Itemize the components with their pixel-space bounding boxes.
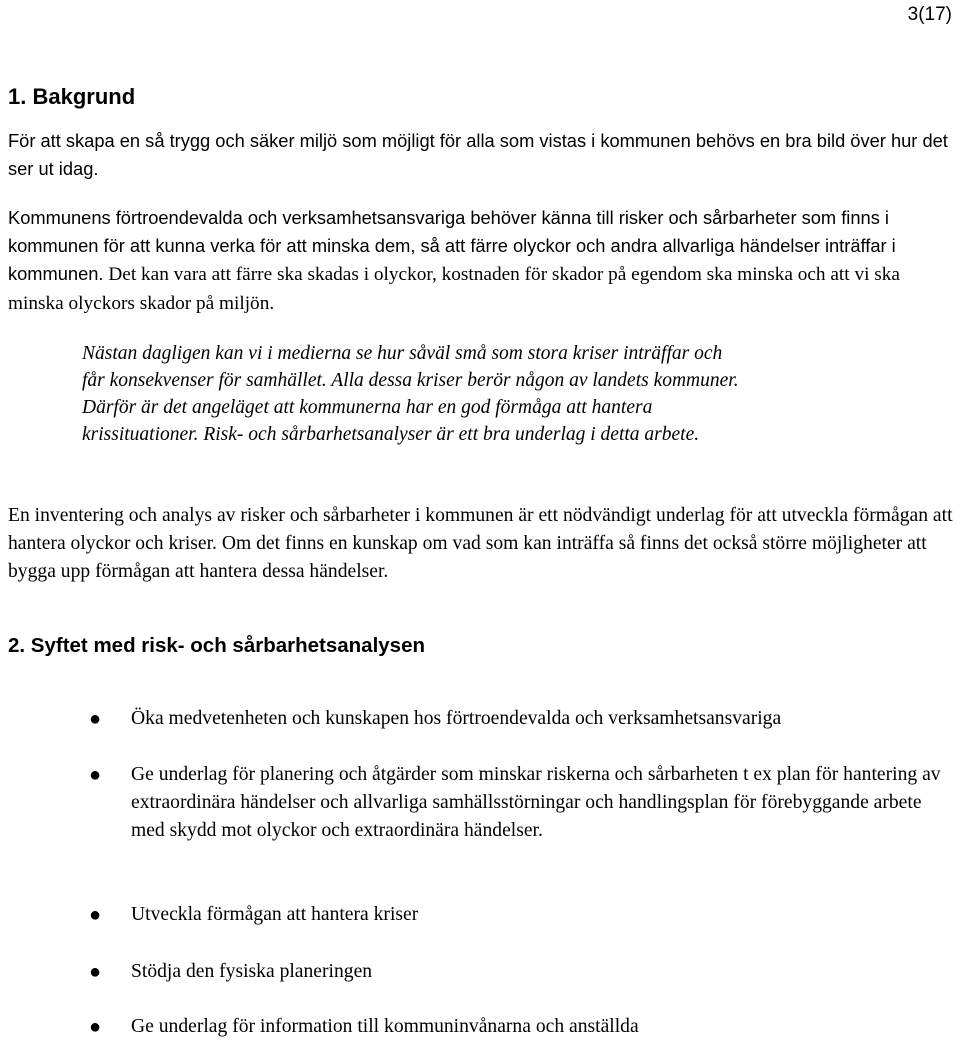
list-item-text: Ge underlag för information till kommuninvånarna och anställda [131,1016,639,1037]
bullet-icon: ● [89,708,102,730]
paragraph-responsibility-sans: Kommunens förtroendevalda och verksamhetsansvariga behöver känna till risker och sårbarheter som finns i kommunen för att kunna verka för att minska dem, så att färre olyckor och andra allvarliga händelser inträffar i kommunen. [8,207,896,284]
paragraph-responsibility-serif: Det kan vara att färre ska skadas i olyckor, kostnaden för skador på egendom ska minska och att vi ska minska olyckors skador på miljön. [8,264,900,314]
bullet-icon: ● [89,961,102,983]
page-number: 3(17) [907,4,952,25]
list-item-text: Öka medvetenheten och kunskapen hos förtroendevalda och verksamhetsansvariga [131,708,782,729]
paragraph-responsibility [8,204,953,318]
paragraph-intro: För att skapa en så trygg och säker miljö som möjligt för alla som vistas i kommunen behövs en bra bild över hur det ser ut idag. [8,130,948,179]
list-item-text: Stödja den fysiska planeringen [131,961,373,982]
bullet-icon: ● [89,904,102,926]
section-heading-bakgrund: 1. Bakgrund [8,84,136,109]
paragraph-inventory: En inventering och analys av risker och sårbarheter i kommunen är ett nödvändigt underlag för att utveckla förmågan att hantera olyckor och kriser. Om det finns en kunskap om vad som kan inträffa så finns det också större möjligheter att bygga upp förmågan att hantera dessa händelser. [8,505,953,582]
bullet-icon: ● [89,764,102,786]
quote-block: Nästan dagligen kan vi i medierna se hur såväl små som stora kriser inträffar och får konsekvenser för samhället. Alla dessa kriser berör någon av landets kommuner. Därför är det angeläget att kommunerna har en god förmåga att hantera krissituationer. Risk- och sårbarhetsanalyser är ett bra underlag i detta arbete. [82,343,739,445]
bullet-icon: ● [89,1016,102,1038]
list-item-text: Ge underlag för planering och åtgärder som minskar riskerna och sårbarheten t ex plan för hantering av extraordinära händelser och allvarliga samhällsstörningar och handlingsplan för förebyggande arbete med skydd mot olyckor och extraordinära händelser. [131,764,941,841]
list-item-text: Utveckla förmågan att hantera kriser [131,904,419,925]
section-heading-syftet: 2. Syftet med risk- och sårbarhetsanalysen [8,634,426,657]
